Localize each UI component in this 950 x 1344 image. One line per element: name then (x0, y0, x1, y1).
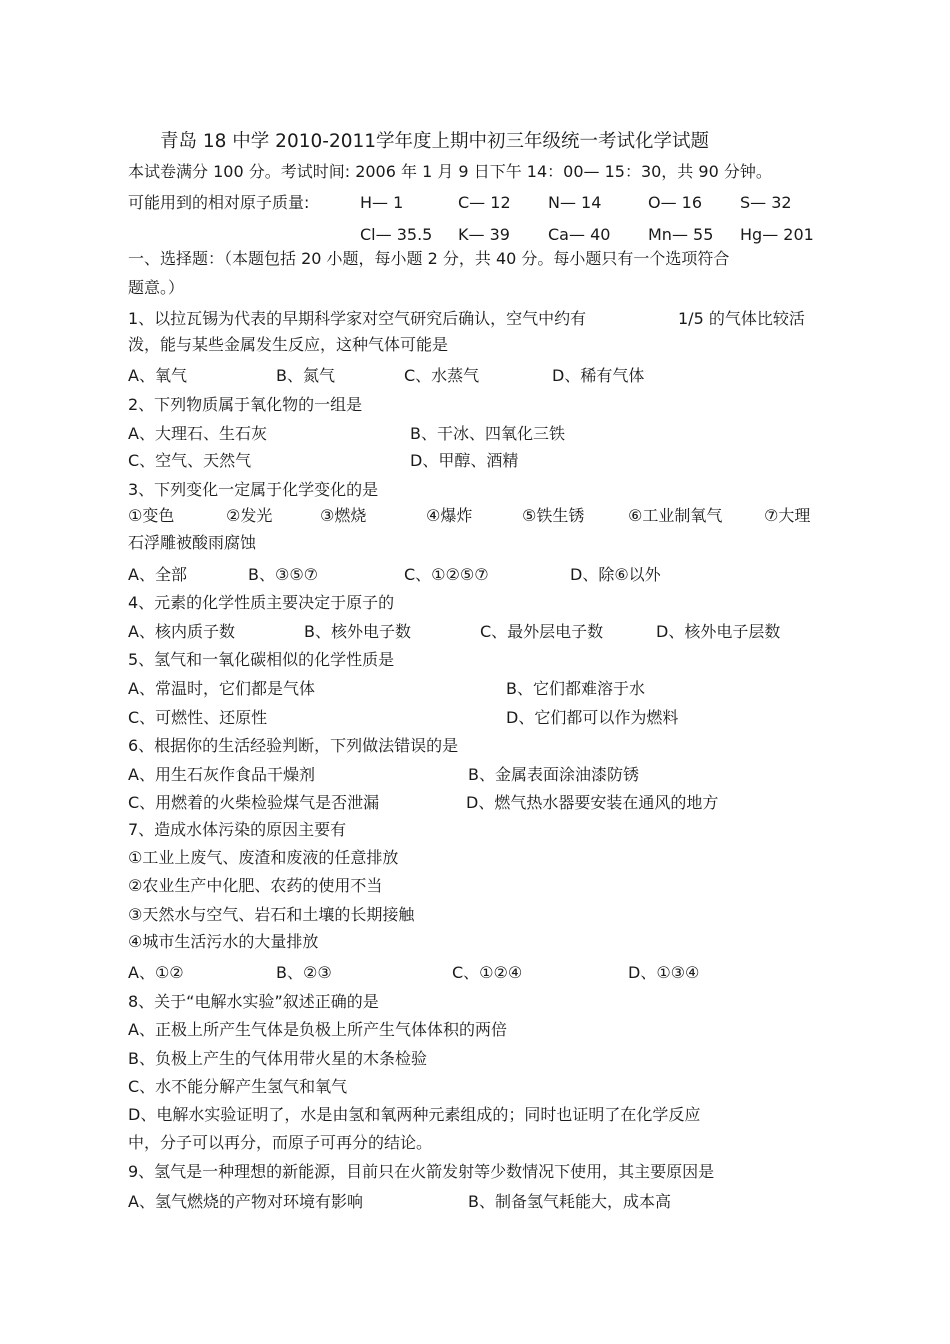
question-3-item: ④爆炸 (426, 506, 473, 525)
atomic-mass: H— 1 (360, 193, 404, 212)
question-8-option-a: A、正极上所产生气体是负极上所产生气体体积的两倍 (128, 1020, 507, 1039)
question-7-item: ③天然水与空气、岩石和土壤的长期接触 (128, 905, 415, 924)
question-5-option-d: D、它们都可以作为燃料 (506, 708, 679, 727)
section-heading: 一、选择题：（本题包括 20 小题，每小题 2 分，共 40 分。每小题只有一个选项符合 (128, 249, 730, 268)
question-3-item: ⑤铁生锈 (522, 506, 585, 525)
atomic-mass: C— 12 (458, 193, 511, 212)
question-1-option-c: C、水蒸气 (404, 366, 480, 385)
question-2-option-b: B、干冰、四氧化三铁 (410, 424, 565, 443)
question-6-option-b: B、金属表面涂油漆防锈 (468, 765, 639, 784)
question-9-stem: 9、氢气是一种理想的新能源，目前只在火箭发射等少数情况下使用，其主要原因是 (128, 1162, 715, 1181)
question-8-option-d: D、电解水实验证明了，水是由氢和氧两种元素组成的；同时也证明了在化学反应 (128, 1105, 701, 1124)
question-6-stem: 6、根据你的生活经验判断，下列做法错误的是 (128, 736, 459, 755)
question-2-option-a: A、大理石、生石灰 (128, 424, 267, 443)
question-3-item: ③燃烧 (320, 506, 367, 525)
question-3-stem: 3、下列变化一定属于化学变化的是 (128, 480, 379, 499)
atomic-mass-label: 可能用到的相对原子质量: (128, 193, 310, 212)
question-5-option-b: B、它们都难溶于水 (506, 679, 645, 698)
question-6-option-c: C、用燃着的火柴检验煤气是否泄漏 (128, 793, 380, 812)
question-9-option-a: A、氢气燃烧的产物对环境有影响 (128, 1192, 363, 1211)
question-4-stem: 4、元素的化学性质主要决定于原子的 (128, 593, 395, 612)
question-8-stem: 8、关于“电解水实验”叙述正确的是 (128, 992, 379, 1011)
question-7-option-d: D、①③④ (628, 963, 700, 982)
question-1-stem-line2: 泼，能与某些金属发生反应，这种气体可能是 (128, 335, 449, 354)
question-1-option-d: D、稀有气体 (552, 366, 645, 385)
question-3-item-cont: 石浮雕被酸雨腐蚀 (128, 533, 257, 552)
question-3-option-a: A、全部 (128, 565, 187, 584)
atomic-mass: O— 16 (648, 193, 703, 212)
question-3-option-d: D、除⑥以外 (570, 565, 661, 584)
atomic-mass: S— 32 (740, 193, 792, 212)
question-3-item: ⑦大理 (764, 506, 811, 525)
question-6-option-a: A、用生石灰作食品干燥剂 (128, 765, 315, 784)
question-1-option-b: B、氮气 (276, 366, 335, 385)
atomic-mass: Hg— 201 (740, 225, 814, 244)
question-1-option-a: A、氧气 (128, 366, 187, 385)
question-7-option-a: A、①② (128, 963, 184, 982)
question-4-option-a: A、核内质子数 (128, 622, 235, 641)
question-2-stem: 2、下列物质属于氧化物的一组是 (128, 395, 363, 414)
exam-info-line: 本试卷满分 100 分。考试时间: 2006 年 1 月 9 日下午 14：00— 15：30，共 90 分钟。 (128, 162, 772, 181)
question-8-option-c: C、水不能分解产生氢气和氧气 (128, 1077, 348, 1096)
question-8-option-d-cont: 中，分子可以再分，而原子可再分的结论。 (128, 1133, 433, 1152)
atomic-mass: Ca— 40 (548, 225, 611, 244)
page-title: 青岛 18 中学 2010-2011学年度上期中初三年级统一考试化学试题 (160, 131, 710, 152)
question-1-stem-cont: 1/5 的气体比较活 (678, 309, 805, 328)
question-3-item: ②发光 (226, 506, 273, 525)
question-4-option-c: C、最外层电子数 (480, 622, 604, 641)
question-7-item: ②农业生产中化肥、农药的使用不当 (128, 876, 383, 895)
question-4-option-b: B、核外电子数 (304, 622, 411, 641)
question-3-item: ⑥工业制氧气 (628, 506, 723, 525)
question-7-option-c: C、①②④ (452, 963, 523, 982)
atomic-mass: Mn— 55 (648, 225, 714, 244)
question-7-option-b: B、②③ (276, 963, 332, 982)
question-4-option-d: D、核外电子层数 (656, 622, 781, 641)
question-2-option-d: D、甲醇、酒精 (410, 451, 519, 470)
atomic-mass: N— 14 (548, 193, 602, 212)
question-1-stem: 1、以拉瓦锡为代表的早期科学家对空气研究后确认，空气中约有 (128, 309, 587, 328)
question-7-item: ④城市生活污水的大量排放 (128, 932, 319, 951)
question-6-option-d: D、燃气热水器要安装在通风的地方 (466, 793, 719, 812)
atomic-mass: Cl— 35.5 (360, 225, 433, 244)
section-heading-cont: 题意。） (128, 278, 185, 297)
question-3-option-b: B、③⑤⑦ (248, 565, 319, 584)
atomic-mass: K— 39 (458, 225, 510, 244)
question-5-option-c: C、可燃性、还原性 (128, 708, 268, 727)
question-5-option-a: A、常温时，它们都是气体 (128, 679, 315, 698)
question-8-option-b: B、负极上产生的气体用带火星的木条检验 (128, 1049, 427, 1068)
question-7-stem: 7、造成水体污染的原因主要有 (128, 820, 347, 839)
question-2-option-c: C、空气、天然气 (128, 451, 252, 470)
question-9-option-b: B、制备氢气耗能大，成本高 (468, 1192, 671, 1211)
question-3-option-c: C、①②⑤⑦ (404, 565, 489, 584)
question-3-item: ①变色 (128, 506, 175, 525)
question-7-item: ①工业上废气、废渣和废液的任意排放 (128, 848, 399, 867)
question-5-stem: 5、氢气和一氧化碳相似的化学性质是 (128, 650, 395, 669)
